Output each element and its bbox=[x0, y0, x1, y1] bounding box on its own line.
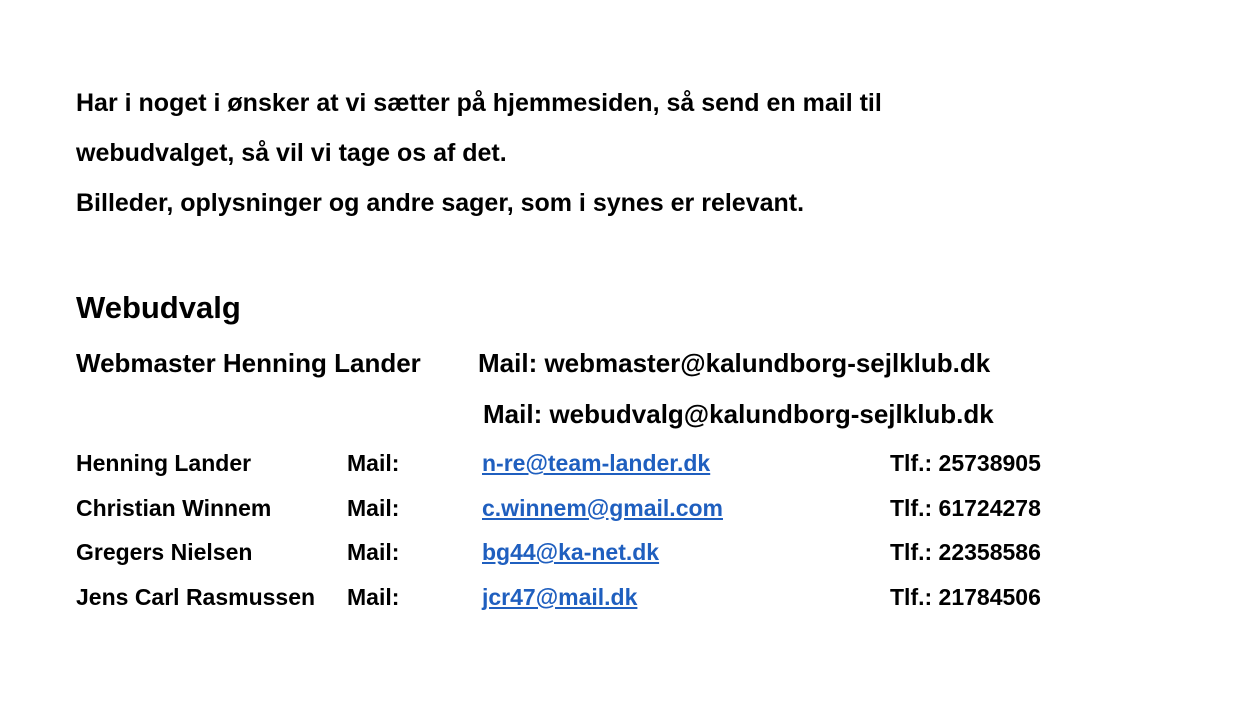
member-mail-label: Mail: bbox=[347, 539, 400, 565]
member-row bbox=[76, 578, 1076, 623]
member-email-link[interactable]: jcr47@mail.dk bbox=[482, 583, 638, 610]
member-phone: Tlf.: 21784506 bbox=[890, 583, 1041, 610]
member-name: Gregers Nielsen bbox=[76, 539, 253, 565]
member-mail-label: Mail: bbox=[347, 450, 400, 476]
member-name: Henning Lander bbox=[76, 450, 252, 476]
member-row bbox=[76, 533, 1076, 578]
member-email-link[interactable]: n-re@team-lander.dk bbox=[482, 450, 711, 476]
member-email-link[interactable]: bg44@ka-net.dk bbox=[482, 539, 660, 565]
member-row bbox=[76, 489, 1076, 534]
member-phone: Tlf.: 22358586 bbox=[890, 539, 1041, 565]
member-mail-label: Mail: bbox=[347, 494, 400, 521]
member-phone: Tlf.: 61724278 bbox=[890, 494, 1041, 521]
members-list bbox=[76, 444, 1076, 622]
member-row bbox=[76, 444, 1076, 489]
intro-paragraph bbox=[76, 78, 1176, 228]
webmaster-mail: Mail: webmaster@kalundborg-sejlklub.dk bbox=[478, 348, 991, 378]
member-name: Jens Carl Rasmussen bbox=[76, 583, 316, 610]
webmaster-line bbox=[76, 346, 990, 380]
intro-line-2: webudvalget, så vil vi tage os af det. bbox=[76, 139, 507, 167]
member-email-link[interactable]: c.winnem@gmail.com bbox=[482, 494, 723, 521]
section-title: Webudvalg bbox=[76, 290, 241, 325]
member-phone: Tlf.: 25738905 bbox=[890, 450, 1041, 476]
member-name: Christian Winnem bbox=[76, 494, 272, 521]
intro-line-3: Billeder, oplysninger og andre sager, som i synes er relevant. bbox=[76, 189, 805, 217]
intro-line-1: Har i noget i ønsker at vi sætter på hjemmesiden, så send en mail til bbox=[76, 89, 882, 117]
webudvalg-mail: Mail: webudvalg@kalundborg-sejlklub.dk bbox=[483, 399, 994, 429]
member-mail-label: Mail: bbox=[347, 583, 400, 610]
webmaster-name: Webmaster Henning Lander bbox=[76, 348, 421, 378]
